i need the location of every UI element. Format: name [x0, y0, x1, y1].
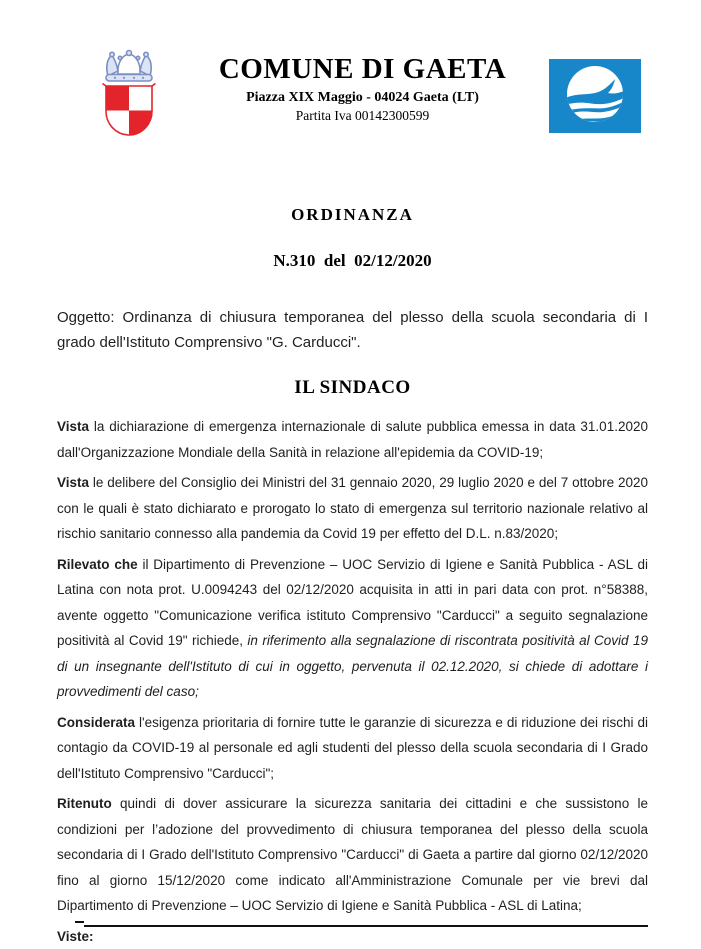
recitals-section [57, 414, 648, 949]
recital-paragraph: Considerata l'esigenza prioritaria di fornire tutte le garanzie di sicurezza e di riduzione dei rischi di contagio da COVID-19 al personale ed agli studenti del plesso della scuola secondaria di I Grado dell'Istituto Comprensivo "Carducci"; [57, 710, 648, 787]
recital-paragraph: Vista la dichiarazione di emergenza internazionale di salute pubblica emessa in data 31.01.2020 dall'Organizzazione Mondiale della Sanità in relazione all'epidemia da COVID-19; [57, 414, 648, 465]
recital-paragraph: Rilevato che il Dipartimento di Prevenzione – UOC Servizio di Igiene e Sanità Pubblica - ASL di Latina con nota prot. U.0094243 del 02/12/2020 acquisita in atti in pari data con prot. n°58388, avente oggetto "Comunicazione verifica istituto Comprensivo "Carducci" a seguito segnalazione positività al Covid 19" richiede, in riferimento alla segnalazione di riscontrata positività al Covid 19 di un insegnante dell'Istituto di cui in oggetto, pervenuta il 02.12.2020, si chiede di adottare i provvedimenti del caso; [57, 552, 648, 705]
commune-vat: Partita Iva 00142300599 [170, 108, 555, 124]
recital-paragraph: Ritenuto quindi di dover assicurare la sicurezza sanitaria dei cittadini e che sussistono le condizioni per l’adozione del provvedimento di chiusura temporanea del plesso della scuola secondaria di I Grado dell'Istituto Comprensivo "Carducci" di Gaeta a partire dal giorno 02/12/2020 fino al giorno 15/12/2020 come indicato all'Amministrazione Comunale per vie brevi dal Dipartimento di Prevenzione – UOC Servizio di Igiene e Sanità Pubblica - ASL di Latina; [57, 791, 648, 919]
document-body [57, 0, 648, 949]
commune-title: COMUNE DI GAETA [170, 53, 555, 85]
page-bottom-rule [84, 925, 648, 927]
ordinance-heading: ORDINANZA [57, 205, 648, 225]
subject-paragraph: Oggetto: Ordinanza di chiusura temporanea del plesso della scuola secondaria di I grado dell'Istituto Comprensivo "G. Carducci". [57, 305, 648, 355]
ordinance-number: N.310 del 02/12/2020 [57, 251, 648, 271]
recital-paragraph: Viste: [57, 924, 648, 949]
issuer-heading: IL SINDACO [57, 377, 648, 399]
page-bottom-rule-tick [75, 921, 84, 923]
commune-address: Piazza XIX Maggio - 04024 Gaeta (LT) [170, 90, 555, 106]
recital-paragraph: Vista le delibere del Consiglio dei Ministri del 31 gennaio 2020, 29 luglio 2020 e del 7 ottobre 2020 con le quali è stato dichiarato e prorogato lo stato di emergenza sul territorio nazionale relativo al rischio sanitario connesso alla pandemia da Covid 19 per effetto del D.L. n.83/2020; [57, 470, 648, 547]
